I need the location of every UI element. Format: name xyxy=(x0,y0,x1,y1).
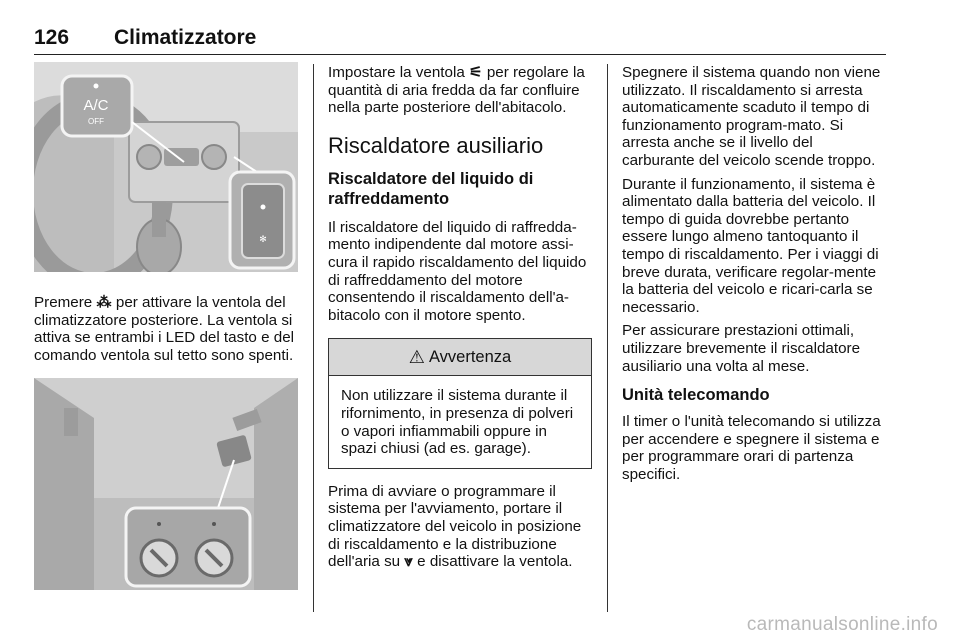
warning-title: Avvertenza xyxy=(428,347,512,366)
paragraph-rear-fan: Premere ⁂ per attivare la ventola del climatizzatore posteriore. La ventola si attiva se entrambi i LED del tasto e del comando ventola sul tetto sono spenti. xyxy=(34,294,295,364)
column-divider-1 xyxy=(313,64,314,612)
paragraph-fan-adjust: Impostare la ventola ⚟ per regolare la quantità di aria fredda da far confluire nella parte posteriore dell'abitacolo. xyxy=(328,64,585,117)
chapter-title: Climatizzatore xyxy=(114,26,257,49)
paragraph-battery: Durante il funzionamento, il sistema è alimentato dalla batteria del veicolo. Il tempo di guida dovrebbe pertanto essere lungo almeno tantoquanto il tempo di riscaldamento. Per i viaggi di breve durata, verificare regolar-mente la batteria del veicolo e ricari-carla se necessario. xyxy=(622,175,879,316)
column-middle xyxy=(328,64,592,571)
photo-dashboard-ac xyxy=(34,62,298,272)
subsection-heading: Riscaldatore del liquido di raffreddamento xyxy=(328,169,534,208)
fan-icon: ⚟ xyxy=(468,64,483,81)
paragraph-remote: Il timer o l'unità telecomando si utilizza per accendere e spegnere il sistema e per programmare orari di partenza specifici. xyxy=(622,413,881,483)
ac-off-label: OFF xyxy=(88,117,104,126)
fan-off-icon: ⁂ xyxy=(96,294,112,311)
warning-header xyxy=(329,339,591,376)
page-header xyxy=(34,20,886,55)
subsection-heading-remote: Unità telecomando xyxy=(622,386,770,405)
watermark: carmanualsonline.info xyxy=(746,614,938,635)
paragraph-coolant-heater: Il riscaldatore del liquido di raffredda-mento indipendente dal motore assi-cura il rapido riscaldamento del liquido di raffreddamento del motore consentendo il riscaldamento dell'a-bitacolo con il motore spento. xyxy=(328,218,587,324)
page-number: 126 xyxy=(34,26,70,49)
paragraph-monthly-use: Per assicurare prestazioni ottimali, utilizzare brevemente il riscaldatore ausiliario una volta al mese. xyxy=(622,322,861,375)
warning-box xyxy=(328,338,592,468)
paragraph-switch-off: Spegnere il sistema quando non viene utilizzato. Il riscaldamento si arresta automaticamente scaduto il tempo di funzionamento program-mato. Si arresta anche se il livello del carburante del veicolo scende troppo. xyxy=(622,64,881,169)
column-right xyxy=(622,64,888,483)
column-left xyxy=(34,62,298,590)
section-heading: Riscaldatore ausiliario xyxy=(328,132,544,158)
column-divider-2 xyxy=(607,64,608,612)
warning-icon: ⚠ xyxy=(408,346,425,367)
photo-roof-controls xyxy=(34,378,298,590)
svg-text:✻: ✻ xyxy=(259,234,267,244)
paragraph-before-start: Prima di avviare o programmare il sistema per l'avviamento, portare il climatizzatore del veicolo in posizione di riscaldamento e la distribuzione dell'aria su ⩔ e disattivare la ventola. xyxy=(328,482,582,571)
ac-label: A/C xyxy=(83,97,109,114)
warning-text: Non utilizzare il sistema durante il rifornimento, in presenza di polveri o vapori infiammabili oppure in spazi chiusi (ad es. garage). xyxy=(341,387,574,458)
air-distribution-icon: ⩔ xyxy=(404,553,413,571)
